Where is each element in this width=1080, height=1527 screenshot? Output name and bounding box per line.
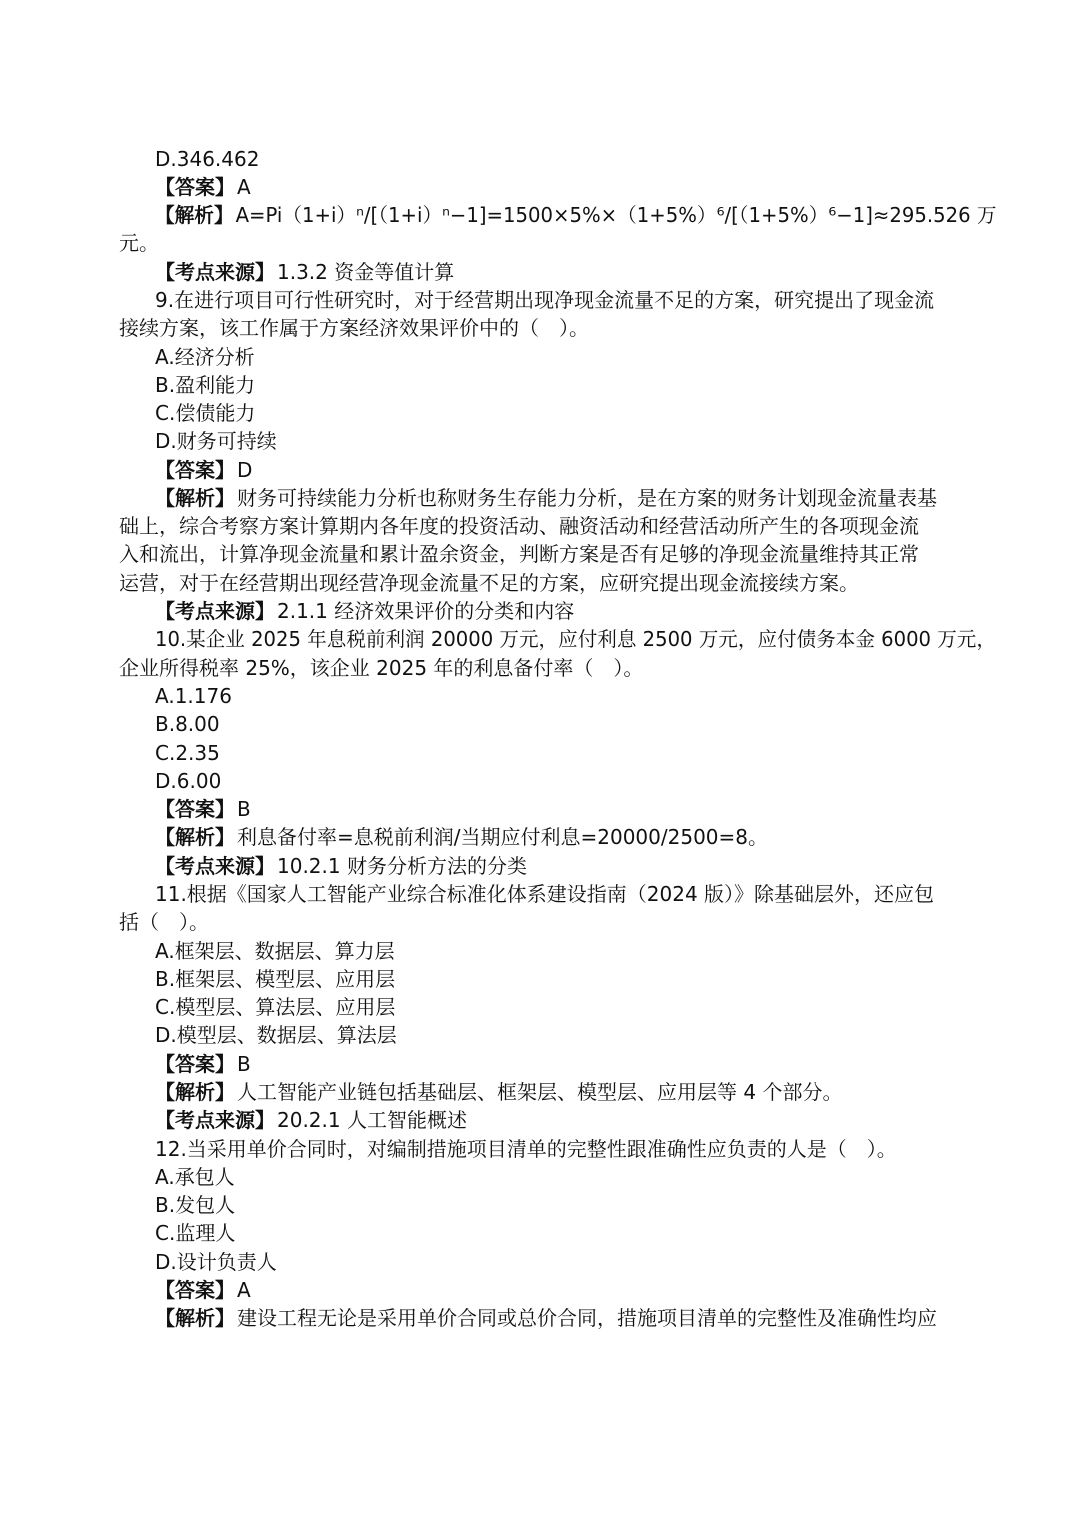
analysis: 【解析】 人工智能产业链包括基础层、框架层、模型层、应用层等 4 个部分。	[155, 1080, 843, 1104]
option-c: C.模型层、算法层、应用层	[155, 995, 396, 1019]
analysis: 【解析】 利息备付率=息税前利润/当期应付利息=20000/2500=8。	[155, 825, 768, 849]
analysis: 【解析】 建设工程无论是采用单价合同或总价合同，措施项目清单的完整性及准确性均应	[155, 1306, 937, 1330]
analysis-label: 【解析】	[155, 1306, 235, 1330]
analysis-label: 【解析】	[155, 825, 235, 849]
analysis: 【解析】 财务可持续能力分析也称财务生存能力分析，是在方案的财务计划现金流量表基	[155, 486, 937, 510]
option-d: D.设计负责人	[155, 1250, 277, 1274]
option-d: D.财务可持续	[155, 429, 277, 453]
answer: 【答案】 B	[155, 797, 251, 821]
answer: 【答案】 A	[155, 175, 251, 199]
option-c: C.监理人	[155, 1221, 236, 1245]
option-a: A.1.176	[155, 684, 232, 708]
analysis-continued: 入和流出，计算净现金流量和累计盈余资金，判断方案是否有足够的净现金流量维持其正常	[119, 542, 919, 566]
source-label: 【考点来源】	[155, 854, 275, 878]
question-9-continued: 接续方案，该工作属于方案经济效果评价中的（ ）。	[119, 316, 589, 340]
question-10-continued: 企业所得税率 25%，该企业 2025 年的利息备付率（ ）。	[119, 656, 644, 680]
question-11-continued: 括（ ）。	[119, 910, 209, 934]
analysis-label: 【解析】	[155, 486, 235, 510]
analysis-continued: 础上，综合考察方案计算期内各年度的投资活动、融资活动和经营活动所产生的各项现金流	[119, 514, 919, 538]
option-c: C.2.35	[155, 741, 220, 765]
source-label: 【考点来源】	[155, 260, 275, 284]
answer-label: 【答案】	[155, 797, 235, 821]
question-9: 9.在进行项目可行性研究时，对于经营期出现净现金流量不足的方案，研究提出了现金流	[155, 288, 935, 312]
option-b: B.发包人	[155, 1193, 236, 1217]
option-b: B.框架层、模型层、应用层	[155, 967, 396, 991]
option-d: D.模型层、数据层、算法层	[155, 1023, 397, 1047]
option-b: B.盈利能力	[155, 373, 256, 397]
option-a: A.框架层、数据层、算力层	[155, 939, 395, 963]
analysis-label: 【解析】	[155, 1080, 235, 1104]
answer-label: 【答案】	[155, 458, 235, 482]
answer-label: 【答案】	[155, 1278, 235, 1302]
analysis: 【解析】A=Pi（1+i）ⁿ/[（1+i）ⁿ−1]=1500×5%×（1+5%）⁶/[（1+5%）⁶−1]≈295.526 万	[155, 203, 997, 227]
option-d: D.6.00	[155, 769, 222, 793]
option-a: A.承包人	[155, 1165, 235, 1189]
source: 【考点来源】 10.2.1 财务分析方法的分类	[155, 854, 527, 878]
option-b: B.8.00	[155, 712, 220, 736]
source-label: 【考点来源】	[155, 599, 275, 623]
analysis-label: 【解析】	[155, 203, 234, 227]
option-a: A.经济分析	[155, 345, 255, 369]
question-11: 11.根据《国家人工智能产业综合标准化体系建设指南（2024 版）》除基础层外，还应包	[155, 882, 935, 906]
option-d: D.346.462	[155, 147, 260, 171]
option-c: C.偿债能力	[155, 401, 256, 425]
source: 【考点来源】 20.2.1 人工智能概述	[155, 1108, 467, 1132]
analysis-continued: 元。	[119, 231, 159, 255]
answer-label: 【答案】	[155, 175, 235, 199]
source-label: 【考点来源】	[155, 1108, 275, 1132]
source: 【考点来源】 1.3.2 资金等值计算	[155, 260, 455, 284]
source: 【考点来源】 2.1.1 经济效果评价的分类和内容	[155, 599, 575, 623]
question-12: 12.当采用单价合同时，对编制措施项目清单的完整性跟准确性应负责的人是（ ）。	[155, 1137, 897, 1161]
analysis-continued: 运营，对于在经营期出现经营净现金流量不足的方案，应研究提出现金流接续方案。	[119, 571, 859, 595]
answer: 【答案】 D	[155, 458, 253, 482]
question-10: 10.某企业 2025 年息税前利润 20000 万元，应付利息 2500 万元，应付债务本金 6000 万元，	[155, 627, 996, 651]
answer: 【答案】 B	[155, 1052, 251, 1076]
answer-label: 【答案】	[155, 1052, 235, 1076]
answer: 【答案】 A	[155, 1278, 251, 1302]
